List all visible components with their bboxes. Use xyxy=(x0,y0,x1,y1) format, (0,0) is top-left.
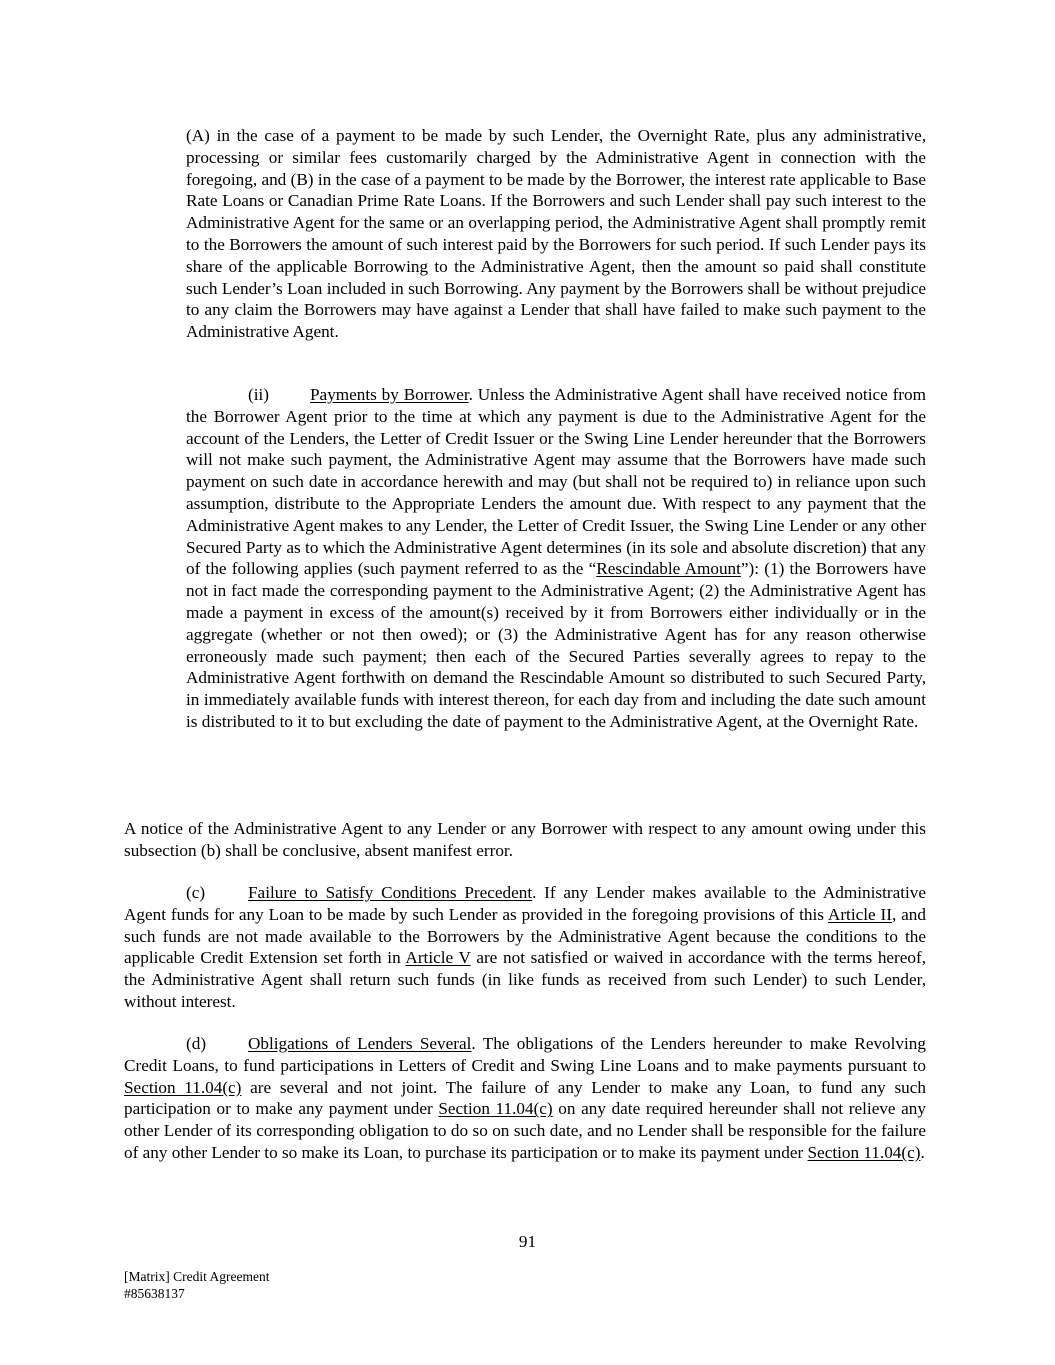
cross-reference: Section 11.04(c) xyxy=(807,1142,921,1162)
paragraph-text: are not satisfied or waived in accordance with the terms hereof, the Administrative Agent shall return such funds (in like funds as received from such Lender) to such Lender, without interest. xyxy=(124,948,927,1011)
clause-number: (d) xyxy=(186,1034,207,1053)
paragraph-payments-by-borrower xyxy=(186,384,926,733)
defined-term: Rescindable Amount xyxy=(596,559,741,579)
paragraph-text: . Unless the Administrative Agent shall have received notice from the Borrower Agent prior to the time at which any payment is due to the Administrative Agent for the account of the Lenders, the Letter of Credit Issuer or the Swing Line Lender hereunder that the Borrowers will not make such payment, the Administrative Agent may assume that the Borrowers have made such payment on such date in accordance herewith and may (but shall not be required to) in reliance upon such assumption, distribute to the Appropriate Lenders the amount due. With respect to any payment that the Administrative Agent makes to any Lender, the Letter of Credit Issuer, the Swing Line Lender or any other Secured Party as to which the Administrative Agent determines (in its sole and absolute discretion) that any of the following applies (such payment referred to as the “ xyxy=(186,385,926,579)
footer xyxy=(124,1268,269,1302)
cross-reference: Article II xyxy=(827,904,892,924)
cross-reference: Section 11.04(c) xyxy=(438,1099,553,1119)
paragraph-text: . xyxy=(920,1142,925,1162)
cross-reference: Article V xyxy=(405,948,471,968)
paragraph-obligations-several xyxy=(124,1033,926,1164)
paragraph-text: . If any Lender makes available to the Administrative Agent funds for any Loan to be made by such Lender as provided in the foregoing provisions of this xyxy=(124,883,926,924)
clause-heading: Obligations of Lenders Several xyxy=(248,1034,472,1053)
paragraph-text: ”): (1) the Borrowers have not in fact made the corresponding payment to the Administrative Agent; (2) the Administrative Agent has made a payment in excess of the amount(s) received by it from Borrowers either individually or in the aggregate (whether or not then owed); or (3) the Administrative Agent has for any reason otherwise erroneously made such payment; then each of the Secured Parties severally agrees to repay to the Administrative Agent forthwith on demand the Rescindable Amount so distributed to such Secured Party, in immediately available funds with interest thereon, for each day from and including the date such amount is distributed to it to but excluding the date of payment to the Administrative Agent, at the Overnight Rate. xyxy=(186,559,927,731)
paragraph-text: . The obligations of the Lenders hereunder to make Revolving Credit Loans, to fund participations in Letters of Credit and Swing Line Loans and to make payments pursuant to xyxy=(124,1034,926,1075)
clause-number: (c) xyxy=(186,883,206,902)
paragraph-text: on any date required hereunder shall not relieve any other Lender of its corresponding obligation to do so on such date, and no Lender shall be responsible for the failure of any other Lender to so make its Loan, to purchase its participation or to make its payment under xyxy=(124,1099,926,1162)
clause-number: (ii) xyxy=(248,385,269,404)
paragraph-text: are several and not joint. The failure of any Lender to make any Loan, to fund any such participation or to make any payment under xyxy=(124,1077,926,1119)
footer-document-id: #85638137 xyxy=(124,1286,185,1301)
paragraph-text: , and such funds are not made available to the Borrowers by the Administrative Agent because the conditions to the applicable Credit Extension set forth in xyxy=(124,904,926,968)
paragraph-failure-conditions xyxy=(124,882,926,1013)
page-number: 91 xyxy=(518,1232,537,1251)
paragraph-text: A notice of the Administrative Agent to any Lender or any Borrower with respect to any amount owing under this subsection (b) shall be conclusive, absent manifest error. xyxy=(124,819,926,860)
paragraph-payment-interest xyxy=(186,125,926,343)
clause-heading: Failure to Satisfy Conditions Precedent xyxy=(248,883,533,902)
footer-document-title: [Matrix] Credit Agreement xyxy=(124,1269,270,1284)
cross-reference: Section 11.04(c) xyxy=(124,1077,242,1097)
paragraph-text: (A) in the case of a payment to be made by such Lender, the Overnight Rate, plus any administrative, processing or similar fees customarily charged by the Administrative Agent in connection with the foregoing, and (B) in the case of a payment to be made by the Borrower, the interest rate applicable to Base Rate Loans or Canadian Prime Rate Loans. If the Borrowers and such Lender shall pay such interest to the Administrative Agent for the same or an overlapping period, the Administrative Agent shall promptly remit to the Borrowers the amount of such interest paid by the Borrowers for such period. If such Lender pays its share of the applicable Borrowing to the Administrative Agent, then the amount so paid shall constitute such Lender’s Loan included in such Borrowing. Any payment by the Borrowers shall be without prejudice to any claim the Borrowers may have against a Lender that shall have failed to make such payment to the Administrative Agent. xyxy=(186,126,926,342)
clause-heading: Payments by Borrower xyxy=(310,385,469,404)
paragraph-notice xyxy=(124,818,926,862)
